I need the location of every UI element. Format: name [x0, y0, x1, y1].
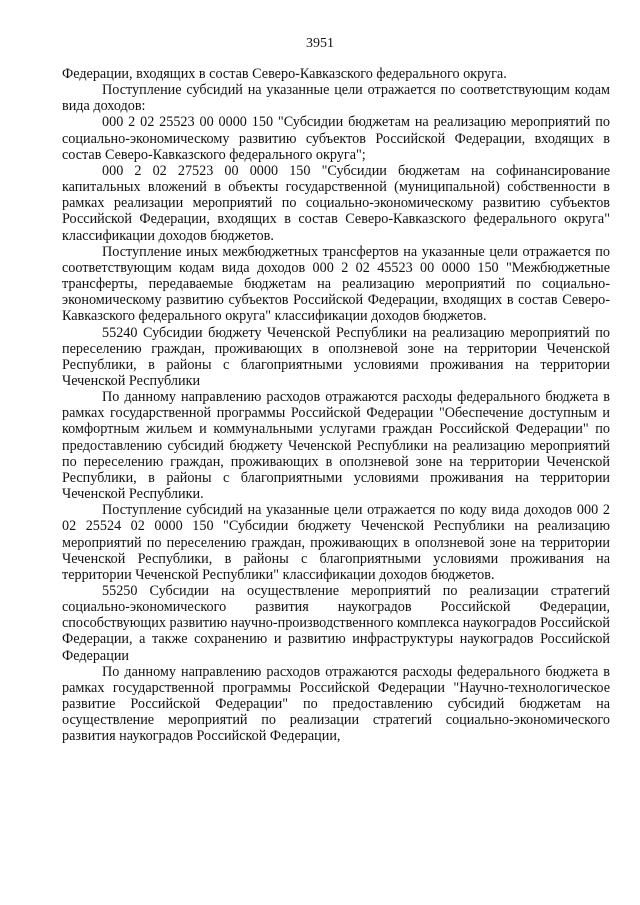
document-body — [62, 66, 610, 745]
page-number: 3951 — [306, 36, 334, 51]
paragraph: По данному направлению расходов отражаются расходы федерального бюджета в рамках государственной программы Российской Федерации "Обеспечение доступным и комфортным жильем и коммунальными услугами граждан Российской Федерации" по предоставлению субсидий бюджету Чеченской Республики на реализацию мероприятий по переселению граждан, проживающих в оползневой зоне на территории Чеченской Республики, в районы с благоприятными условиями проживания на территории Чеченской Республики. — [62, 389, 610, 503]
paragraph: 000 2 02 25523 00 0000 150 "Субсидии бюджетам на реализацию мероприятий по социально-экономическому развитию субъектов Российской Федерации, входящих в состав Северо-Кавказского федерального округа"; — [62, 114, 610, 163]
paragraph: Поступление субсидий на указанные цели отражается по соответствующим кодам вида доходов: — [62, 82, 610, 115]
paragraph: Поступление иных межбюджетных трансфертов на указанные цели отражается по соответствующим кодам вида доходов 000 2 02 45523 00 0000 150 "Межбюджетные трансферты, передаваемые бюджетам на реализацию мероприятий по социально-экономическому развитию субъектов Российской Федерации, входящих в состав Северо-Кавказского федерального округа" классификации доходов бюджетов. — [62, 243, 610, 325]
section-heading-55250: 55250 Субсидии на осуществление мероприятий по реализации стратегий социально-экономического развития наукоградов Российской Федерации, способствующих развитию научно-производственного комплекса наукоградов Российской Федерации, а также сохранению и развитию инфраструктуры наукоградов Российской Федерации — [62, 583, 610, 664]
paragraph: 000 2 02 27523 00 0000 150 "Субсидии бюджетам на софинансирование капитальных вложений в объекты государственной (муниципальной) собственности в рамках реализации мероприятий по социально-экономическому развитию субъектов Российской Федерации, входящих в состав Северо-Кавказского федерального округа" классификации доходов бюджетов. — [62, 162, 610, 244]
paragraph: По данному направлению расходов отражаются расходы федерального бюджета в рамках государственной программы Российской Федерации "Научно-технологическое развитие Российской Федерации" по предоставлению субсидий бюджетам на осуществление мероприятий по реализации стратегий социально-экономического развития наукоградов Российской Федерации, — [62, 663, 610, 745]
paragraph: Федерации, входящих в состав Северо-Кавказского федерального округа. — [62, 66, 507, 82]
paragraph: Поступление субсидий на указанные цели отражается по коду вида доходов 000 2 02 25524 02 0000 150 "Субсидии бюджету Чеченской Республики на реализацию мероприятий по переселению граждан, проживающих в оползневой зоне на территории Чеченской Республики, в районы с благоприятными условиями проживания на территории Чеченской Республики" классификации доходов бюджетов. — [62, 502, 610, 583]
section-heading-55240: 55240 Субсидии бюджету Чеченской Республики на реализацию мероприятий по переселению граждан, проживающих в оползневой зоне на территории Чеченской Республики, в районы с благоприятными условиями проживания на территории Чеченской Республики — [62, 324, 610, 389]
